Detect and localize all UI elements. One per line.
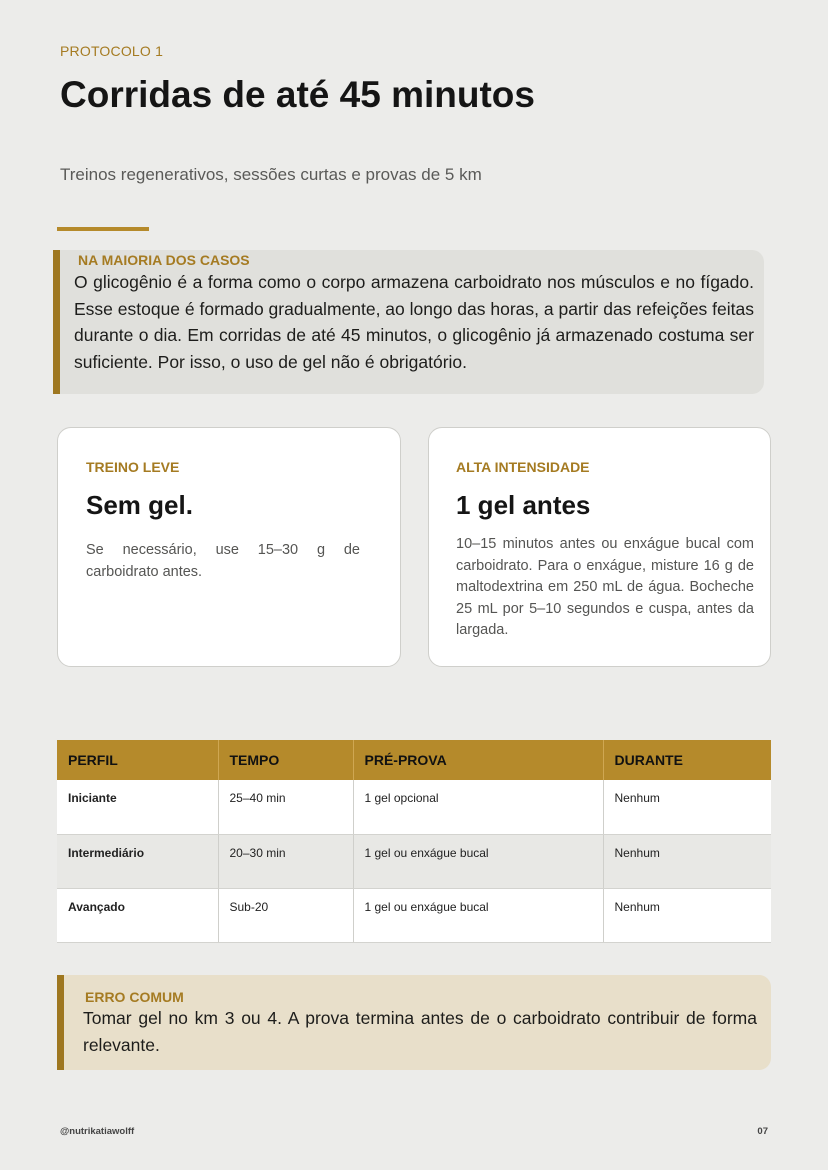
footer-handle: @nutrikatiawolff [60, 1126, 135, 1137]
table-row [57, 834, 771, 888]
table-cell: Nenhum [603, 780, 771, 834]
card-heading: Sem gel. [86, 490, 193, 520]
card-high-intensity [428, 427, 771, 667]
card-text: 10–15 minutos antes ou enxágue bucal com carboidrato. Para o enxágue, misture 16 g de maltodextrina em 250 mL de água. Bocheche 25 mL por 5–10 segundos e cuspa, antes da largada. [456, 536, 754, 638]
table-cell: 1 gel ou enxágue bucal [353, 834, 603, 888]
table-cell: 20–30 min [218, 834, 353, 888]
table-cell: Nenhum [603, 888, 771, 942]
accent-divider [57, 227, 149, 231]
card-label: ALTA INTENSIDADE [456, 459, 590, 475]
table-cell: Iniciante [57, 780, 218, 834]
callout-text: O glicogênio é a forma como o corpo armazena carboidrato nos músculos e no fígado. Esse estoque é formado gradualmente, ao longo das horas, a partir das refeições feitas durante o dia. Em corridas de até 45 minutos, o glicogênio já armazenado costuma ser suficiente. Por isso, o uso de gel não é obrigatório. [74, 272, 754, 372]
table-cell: 1 gel opcional [353, 780, 603, 834]
card-light-training [57, 427, 401, 667]
table-cell: 1 gel ou enxágue bucal [353, 888, 603, 942]
table-row [57, 888, 771, 942]
page-subtitle: Treinos regenerativos, sessões curtas e provas de 5 km [60, 165, 482, 184]
profile-table [57, 740, 771, 943]
table-row [57, 780, 771, 834]
card-text: Se necessário, use 15–30 g de carboidrato antes. [86, 542, 360, 580]
table-cell: Nenhum [603, 834, 771, 888]
card-heading: 1 gel antes [456, 490, 591, 520]
protocol-kicker: PROTOCOLO 1 [60, 43, 164, 59]
column-header-durante: DURANTE [603, 740, 771, 780]
column-header-pre-prova: PRÉ-PROVA [353, 740, 603, 780]
warning-text: Tomar gel no km 3 ou 4. A prova termina antes de o carboidrato contribuir de forma relevante. [83, 1008, 757, 1055]
column-header-perfil: PERFIL [57, 740, 218, 780]
page-title: Corridas de até 45 minutos [60, 74, 535, 115]
callout-label: NA MAIORIA DOS CASOS [78, 252, 250, 268]
info-callout [53, 250, 764, 394]
table-cell: Sub-20 [218, 888, 353, 942]
card-label: TREINO LEVE [86, 459, 180, 475]
table-cell: 25–40 min [218, 780, 353, 834]
page-number: 07 [757, 1126, 768, 1137]
common-mistake-callout [57, 975, 771, 1070]
column-header-tempo: TEMPO [218, 740, 353, 780]
warning-label: ERRO COMUM [85, 989, 184, 1005]
table-header-row [57, 740, 771, 780]
table-cell: Avançado [57, 888, 218, 942]
table-cell: Intermediário [57, 834, 218, 888]
